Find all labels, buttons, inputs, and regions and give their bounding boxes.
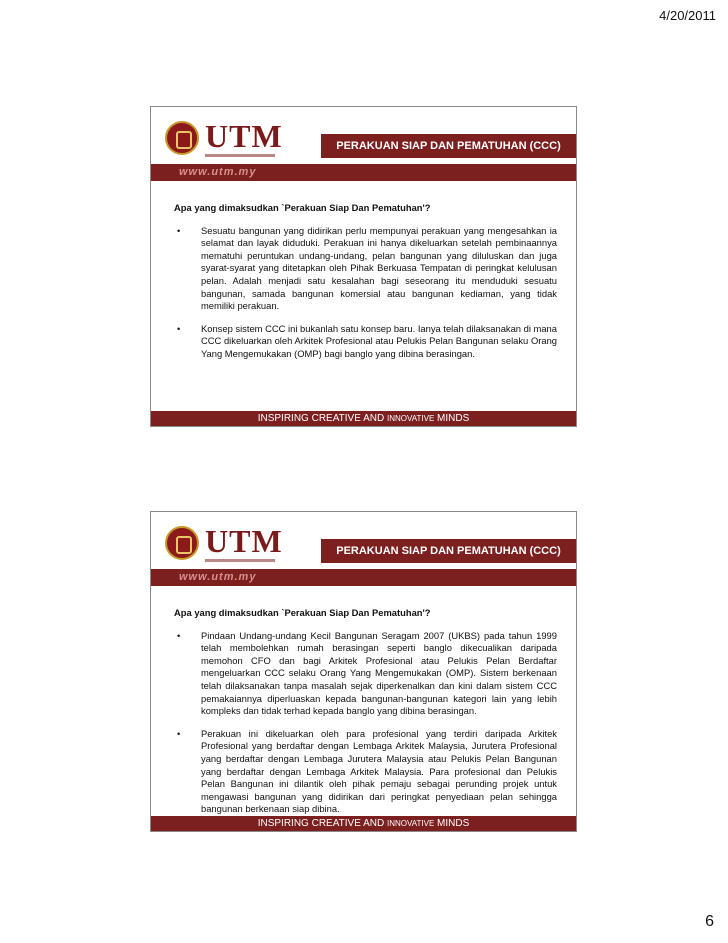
slide-header [151,512,576,588]
utm-logo [165,118,285,163]
bullet-icon: • [177,727,181,739]
utm-logo [165,523,285,568]
slide-1 [150,106,577,427]
bullet-icon: • [177,224,181,236]
slide-header [151,107,576,183]
page-date: 4/20/2011 [659,8,716,23]
bullet-text: Konsep sistem CCC ini bukanlah satu konsep baru. Ianya telah dilaksanakan di mana CCC dikeluarkan oleh Arkitek Profesional atau Pelukis Pelan Bangunan selaku Orang Yang Mengemukakan (OMP) bagi banglo yang dibina berasingan. [201,322,557,359]
footer-text-main: INSPIRING CREATIVE AND [257,818,388,829]
website-bar: www.utm.my [151,164,576,181]
bullet-text: Sesuatu bangunan yang didirikan perlu mempunyai perakuan yang mengesahkan ia selamat dan layak diduduki. Perakuan ini hanya dikeluarkan setelah pembinaannya mematuhi peruntukan undang-undang, pelan bangunan yang diluluskan dan juga syarat-syarat yang ditetapkan oleh Pihak Berkuasa Tempatan di peringkat kelulusan pelan. Adalah menjadi satu kesalahan bagi seseorang itu menduduki sesuatu bangunan, samada bangunan komersial atau bangunan kediaman, yang tidak memiliki perakuan. [201,224,557,312]
slide-question: Apa yang dimaksudkan `Perakuan Siap Dan Pematuhan'? [174,607,431,618]
slide-footer [151,411,576,426]
bullet-item [174,323,557,361]
utm-logo-text: UTM [205,523,283,559]
slide-title: PERAKUAN SIAP DAN PEMATUHAN (CCC) [321,539,576,563]
logo-motto-line [205,559,275,562]
footer-text-small: INNOVATIVE [387,819,435,828]
bullet-item [174,225,557,313]
page-number: 6 [705,913,714,930]
footer-text-main: INSPIRING CREATIVE AND [257,413,388,424]
slide-footer [151,816,576,831]
bullet-icon: • [177,629,181,641]
utm-logo-text: UTM [205,118,283,154]
slide-content [174,607,557,826]
footer-text-end: MINDS [434,413,470,424]
bullet-item [174,630,557,718]
footer-text-small: INNOVATIVE [387,414,435,423]
utm-crest-icon [165,526,199,560]
utm-crest-icon [165,121,199,155]
slide-2 [150,511,577,832]
footer-text-end: MINDS [434,818,470,829]
bullet-text: Perakuan ini dikeluarkan oleh para profesional yang terdiri daripada Arkitek Profesional yang berdaftar dengan Lembaga Arkitek Malaysia, Jurutera Profesional yang berdaftar dengan Lembaga Jurutera Malaysia atau Pelukis Pelan Bangunan yang berdaftar dengan Lembaga Arkitek Malaysia. Para profesional dan Pelukis Pelan Bangunan ini dilantik oleh pihak pemaju sebagai perunding projek untuk mengawasi bangunan yang didirikan dari peringkat penyediaan pelan sehingga bangunan berkenaan siap dibina. [201,727,557,815]
slide-title: PERAKUAN SIAP DAN PEMATUHAN (CCC) [321,134,576,158]
bullet-list [174,225,557,361]
bullet-item [174,728,557,816]
slide-question: Apa yang dimaksudkan `Perakuan Siap Dan Pematuhan'? [174,202,431,213]
bullet-icon: • [177,322,181,334]
bullet-list [174,630,557,816]
bullet-text: Pindaan Undang-undang Kecil Bangunan Seragam 2007 (UKBS) pada tahun 1999 telah membolehkan rumah berasingan seperti banglo dikecualikan daripada memohon CFO dan bagi Arkitek Profesional atau Pelukis Pelan Berdaftar mengeluarkan CCC selaku Orang Yang Mengemukakan (OMP). Sistem berkenaan telah dilaksanakan tanpa masalah sejak diperkenalkan dan kini dalam sistem CCC pemakaiannya diperluaskan kepada bangunan-bangunan kategori lain yang lebih kompleks dan tidak terhad kepada banglo yang dibina berasingan. [201,629,557,717]
slide-content [174,202,557,371]
logo-motto-line [205,154,275,157]
website-bar: www.utm.my [151,569,576,586]
